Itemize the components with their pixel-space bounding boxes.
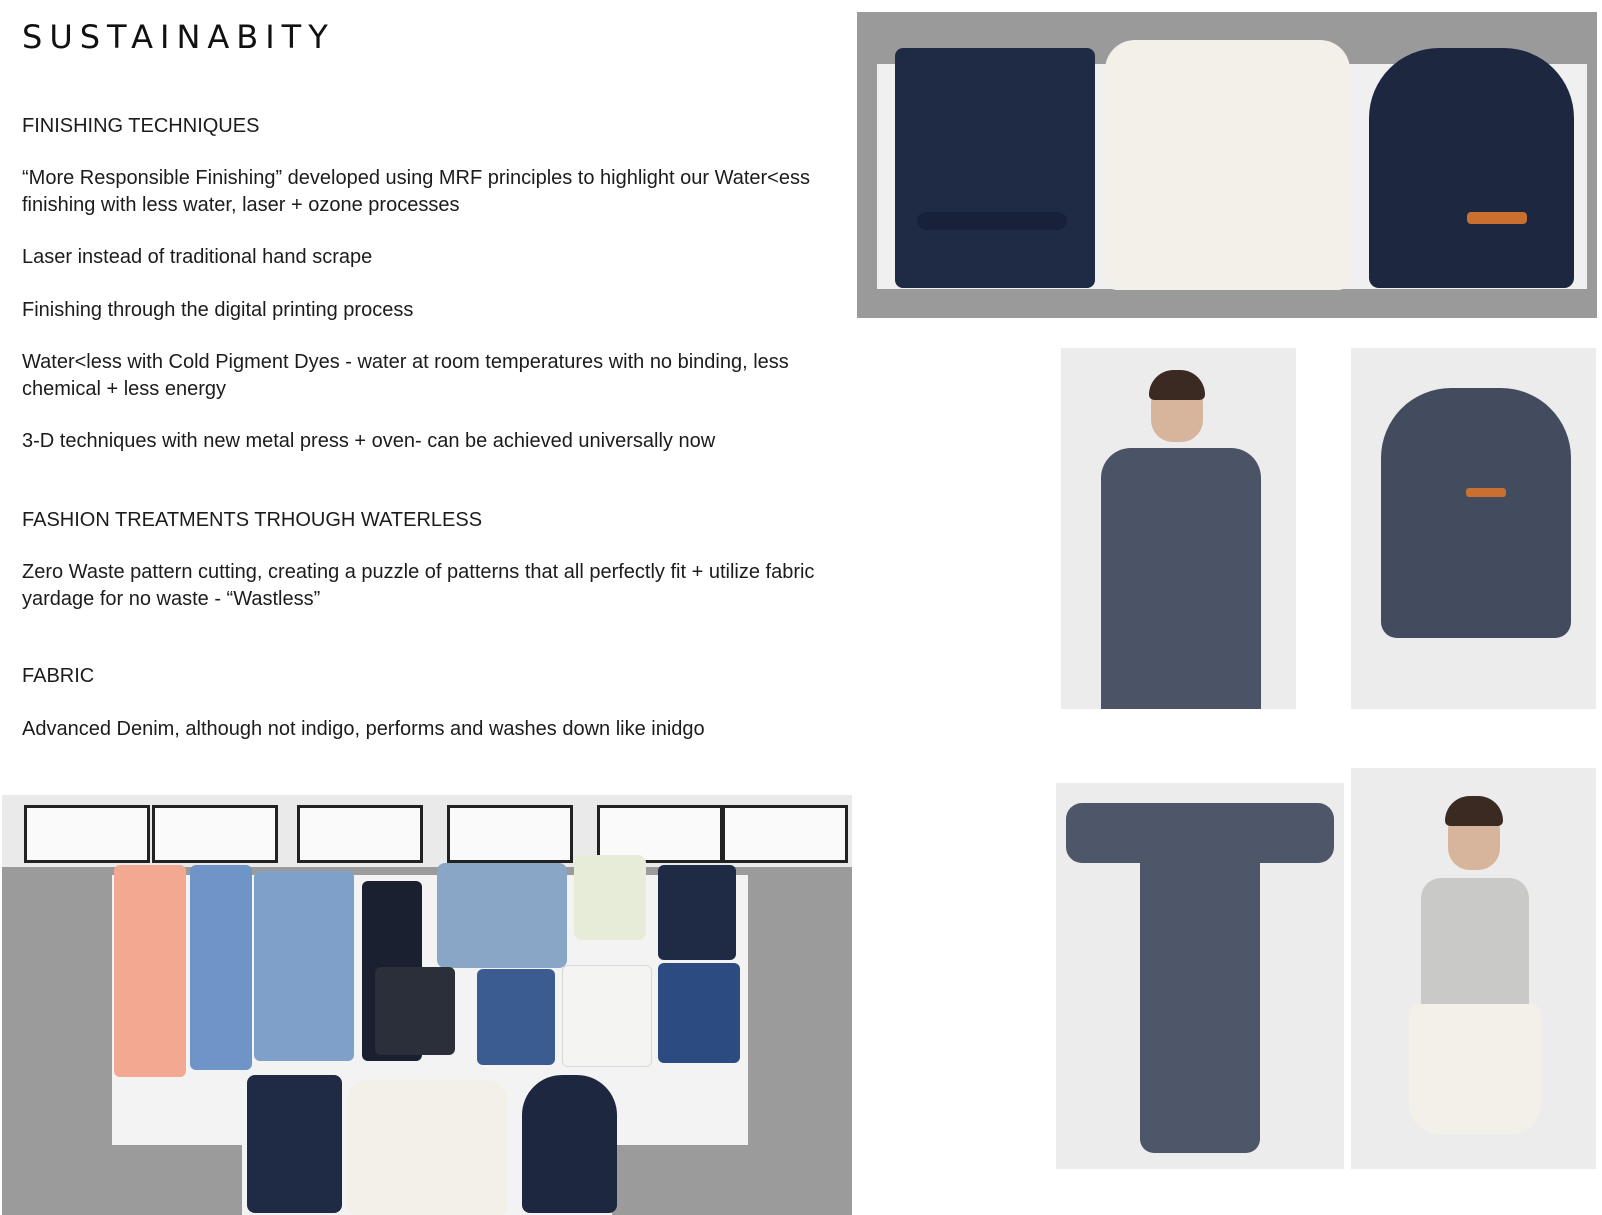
model-hair [1445, 796, 1503, 826]
navy-robe-jacket [247, 1075, 342, 1213]
mint-jacket [574, 855, 646, 940]
white-denim-jacket [562, 965, 652, 1067]
framed-photo [722, 805, 848, 863]
fabric-paragraph-1: Advanced Denim, although not indigo, performs and washes down like inidgo [22, 718, 705, 740]
finishing-paragraph-4-line-1: Water<less with Cold Pigment Dyes - water at room temperatures with no binding, less [22, 351, 789, 373]
gray-jumpsuit [1101, 448, 1261, 709]
mid-wash-jeans [477, 969, 555, 1065]
finishing-paragraph-1-line-1: “More Responsible Finishing” developed using MRF principles to highlight our Water<ess [22, 167, 810, 189]
denim-collection-display-photo [2, 795, 852, 1215]
finishing-heading: FINISHING TECHNIQUES [22, 115, 260, 137]
flat-jumpsuit-photo [1056, 783, 1344, 1169]
fashion-paragraph-1-line-2: yardage for no waste - “Wastless” [22, 588, 321, 610]
framed-photo [297, 805, 423, 863]
navy-hooded-jacket [1369, 48, 1574, 288]
dark-wash-jeans [375, 967, 455, 1055]
jacket-strap [1466, 488, 1506, 497]
leather-strap [1467, 212, 1527, 224]
navy-robe-jacket [895, 48, 1095, 288]
navy-hooded-jacket [522, 1075, 617, 1213]
fashion-paragraph-1-line-1: Zero Waste pattern cutting, creating a puzzle of patterns that all perfectly fit + utilize fabric [22, 561, 815, 583]
bleached-jeans [254, 871, 354, 1061]
gray-tank-top [1421, 878, 1529, 1008]
finishing-paragraph-2: Laser instead of traditional hand scrape [22, 246, 373, 268]
white-skirt [1409, 1004, 1541, 1134]
robe-belt [917, 212, 1067, 230]
finishing-paragraph-3: Finishing through the digital printing process [22, 299, 414, 321]
white-paperbag-skirt [347, 1080, 507, 1215]
fabric-heading: FABRIC [22, 665, 95, 687]
framed-photo [24, 805, 150, 863]
jumpsuit-body [1140, 813, 1260, 1153]
hooded-jacket-photo [1351, 348, 1596, 709]
model-white-skirt-photo [1351, 768, 1596, 1169]
framed-photo [447, 805, 573, 863]
model-hair [1149, 370, 1205, 400]
finishing-paragraph-1-line-2: finishing with less water, laser + ozone processes [22, 194, 460, 216]
white-paperbag-skirt [1105, 40, 1350, 290]
finishing-paragraph-5: 3-D techniques with new metal press + oven- can be achieved universally now [22, 430, 716, 452]
page-title: SUSTAINABITY [22, 18, 335, 56]
denim-shirts [437, 863, 567, 968]
gray-hooded-jacket [1381, 388, 1571, 638]
model-jumpsuit-photo [1061, 348, 1296, 709]
pink-jeans [114, 865, 186, 1077]
garments-flatlay-photo [857, 12, 1597, 318]
finishing-paragraph-4-line-2: chemical + less energy [22, 378, 226, 400]
medium-jeans [658, 963, 740, 1063]
dark-jeans [658, 865, 736, 960]
framed-photo [152, 805, 278, 863]
light-blue-jeans [190, 865, 252, 1070]
fashion-heading: FASHION TREATMENTS TRHOUGH WATERLESS [22, 509, 483, 531]
